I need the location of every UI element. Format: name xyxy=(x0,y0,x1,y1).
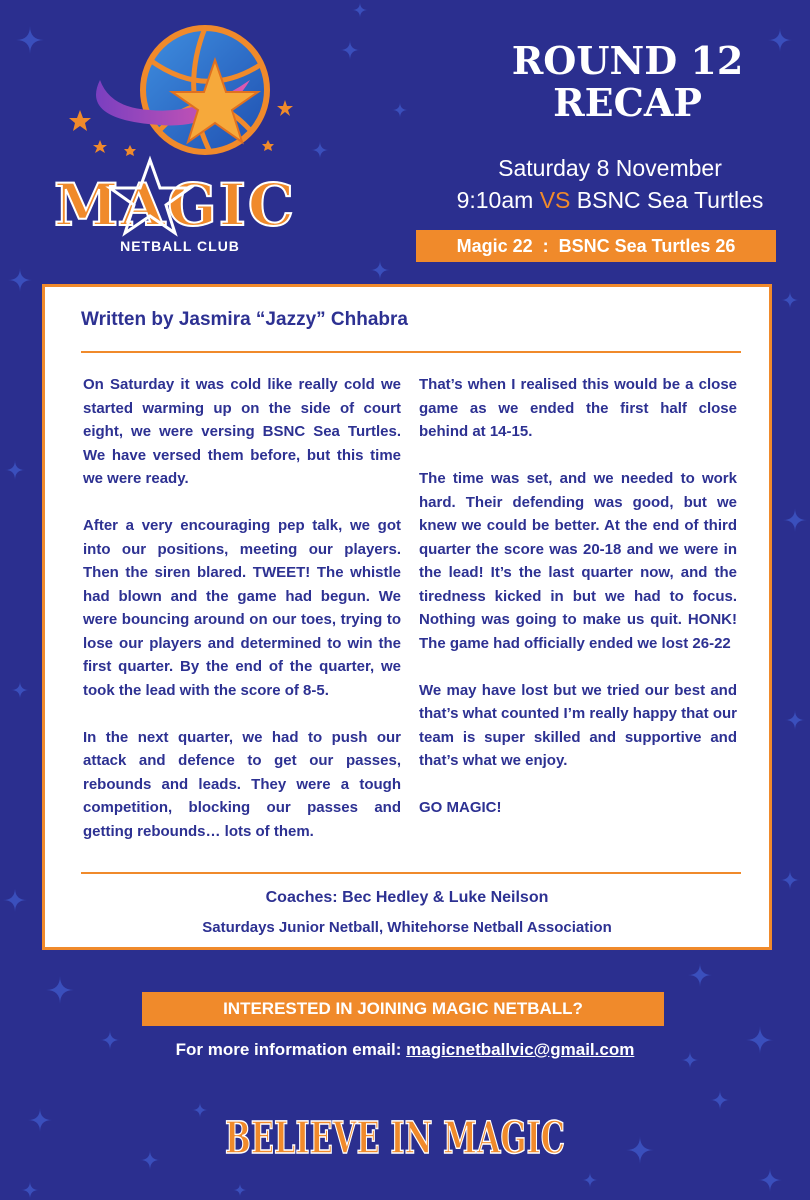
association-line: Saturdays Junior Netball, Whitehorse Netball Association xyxy=(202,919,612,936)
sparkle-icon xyxy=(192,1102,208,1118)
article-paragraph: GO MAGIC! xyxy=(419,799,502,816)
sparkle-icon xyxy=(11,681,29,699)
sparkle-icon xyxy=(3,888,27,912)
sparkle-icon xyxy=(5,460,25,480)
article-panel xyxy=(42,284,772,950)
contact-prefix: For more information email: xyxy=(175,1040,407,1059)
match-details xyxy=(430,152,790,216)
sparkle-icon xyxy=(340,40,360,60)
sparkle-icon xyxy=(626,1136,654,1164)
coaches-line: Coaches: Bec Hedley & Luke Neilson xyxy=(265,889,549,906)
sparkle-icon xyxy=(311,141,329,159)
sparkle-icon xyxy=(785,710,805,730)
article-paragraph: In the next quarter, we had to push our attack and defence to get our passes, rebounds and leads. They were a tough competition, blocking our passes and getting rebounds… lots of them. xyxy=(83,728,401,840)
title-line-1: ROUND 12 xyxy=(511,38,744,83)
score-banner: Magic 22 : BSNC Sea Turtles 26 xyxy=(416,230,776,262)
sparkle-icon xyxy=(781,291,799,309)
article-paragraph: We may have lost but we tried our best and that’s what counted I’m really happy that our team is super skilled and supportive and that’s what we enjoy. xyxy=(419,681,737,769)
article-column-right xyxy=(419,373,737,843)
club-name: NETBALL CLUB xyxy=(120,238,240,254)
sparkle-icon xyxy=(370,260,390,280)
sparkle-icon xyxy=(233,1183,247,1197)
title-line-2: RECAP xyxy=(553,80,702,125)
magic-netball-logo xyxy=(40,20,310,260)
match-time: 9:10am xyxy=(456,187,534,213)
sparkle-icon xyxy=(46,976,74,1004)
sparkle-icon xyxy=(783,508,807,532)
article-paragraph: That’s when I realised this would be a close game as we ended the first half close behind at 14-15. xyxy=(419,376,737,440)
sparkle-icon xyxy=(688,963,712,987)
slogan-text: BELIEVE IN MAGIC xyxy=(225,1113,565,1164)
join-banner: INTERESTED IN JOINING MAGIC NETBALL? xyxy=(142,992,664,1026)
article-column-left xyxy=(83,373,401,867)
sparkle-icon xyxy=(710,1090,730,1110)
divider-bottom xyxy=(81,872,741,874)
article-author: Written by Jasmira “Jazzy” Chhabra xyxy=(81,309,408,330)
sparkle-icon xyxy=(140,1150,160,1170)
sparkle-icon xyxy=(21,1181,39,1199)
article-paragraph: After a very encouraging pep talk, we got into our positions, meeting our players. Then the siren blared. TWEET! The whistle had blown and the game had begun. We were bouncing around on our toes, trying to lose our players and determined to win the first quarter. By the end of the quarter, we took the lead with the score of 8-5. xyxy=(83,517,401,699)
article-paragraph: On Saturday it was cold like really cold we started warming up on the side of court eight, we were versing BSNC Sea Turtles. We have versed them before, but this time we were ready. xyxy=(83,376,401,487)
sparkle-icon xyxy=(8,268,32,292)
opponent-name: BSNC Sea Turtles xyxy=(576,187,764,213)
divider-top xyxy=(81,351,741,353)
vs-label: VS xyxy=(539,187,571,213)
sparkle-icon xyxy=(582,1172,598,1188)
page-title xyxy=(460,40,795,124)
sparkle-icon xyxy=(780,870,800,890)
match-time-opponent xyxy=(430,184,790,216)
contact-line xyxy=(0,1040,810,1060)
sparkle-icon xyxy=(758,1168,782,1192)
email-link[interactable]: magicnetballvic@gmail.com xyxy=(406,1040,635,1059)
sparkle-icon xyxy=(392,102,408,118)
match-date: Saturday 8 November xyxy=(498,155,722,181)
logo-wordmark: MAGIC xyxy=(53,171,297,239)
sparkle-icon xyxy=(28,1108,52,1132)
sparkle-icon xyxy=(352,2,368,18)
slogan-wordmark xyxy=(220,1085,570,1175)
article-paragraph: The time was set, and we needed to work hard. Their defending was good, but we knew we could be better. At the end of third quarter the score was 20-18 and we were in the lead! It’s the last quarter now, and the tiredness kicked in but we had to focus. Nothing was going to make us quit. HONK! The game had officially ended we lost 26-22 xyxy=(419,470,737,652)
